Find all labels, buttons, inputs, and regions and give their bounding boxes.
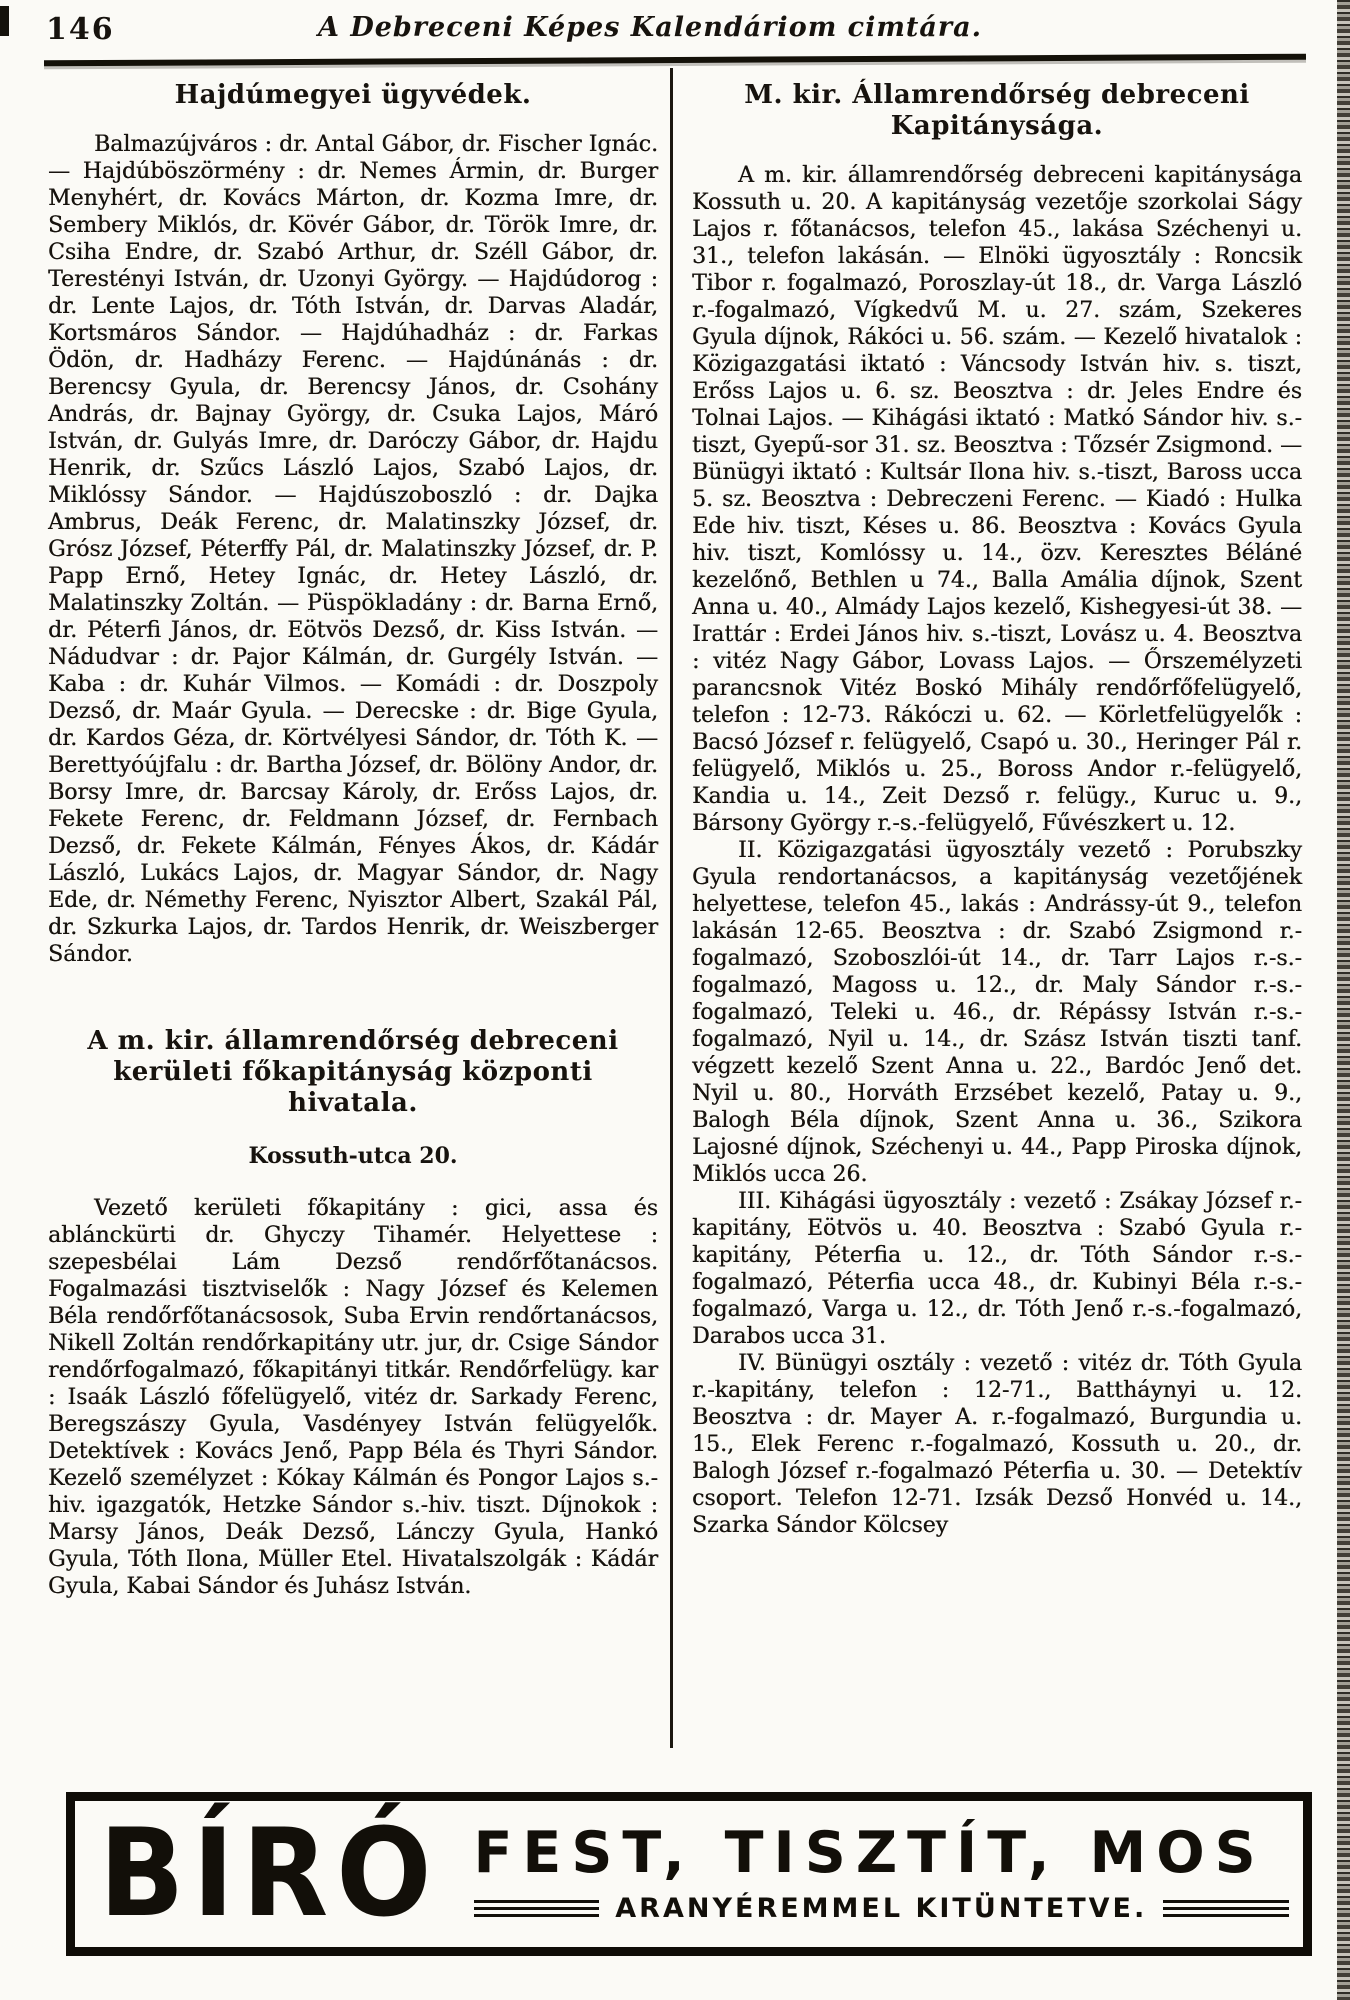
ad-tagline-row [474, 1893, 1290, 1924]
hq-section-heading: A m. kir. államrendőrség debreceni kerületi főkapitányság központi hivatala. [87, 1026, 619, 1118]
hq-section-body: Vezető kerületi főkapitány : gici, assa és ablánckürti dr. Ghyczy Tihamér. Helyettese : szepesbélai Lám Dezső rendőrfőtanácsos. Fogalmazási tisztviselők : Nagy József és Kelemen Béla rendőrfőtanácsosok, Suba Ervin rendőrtanácsos, Nikell Zoltán rendőrkapitány utr. jur, dr. Csige Sándor rendőrfogalmazó, főkapitányi titkár. Rendőrfelügy. kar : Isaák László főfelügyelő, vitéz dr. Sarkady Ferenc, Beregszászy Gyula, Vasdényey István felügyelők. Detektívek : Kovács Jenő, Papp Béla és Thyri Sándor. Kezelő személyzet : Kókay Kálmán és Pongor Lajos s.-hiv. igazgatók, Hetzke Sándor s.-hiv. tiszt. Díjnokok : Marsy János, Deák Dezső, Lánczy Gyula, Hankó Gyula, Tóth Ilona, Müller Etel. Hivatalszolgák : Kádár Gyula, Kabai Sándor és Juhász István. [48, 1196, 658, 1599]
ad-brand-name: BÍRÓ [99, 1803, 440, 1945]
captaincy-paragraph-1: A m. kir. államrendőrség debreceni kapitánysága Kossuth u. 20. A kapitányság vezetője szorkolai Ságy Lajos r. főtanácsos, telefon 45., lakása Széchenyi u. 31., telefon lakásán. — Elnöki ügyosztály : Roncsik Tibor r. fogalmazó, Poroszlay-út 18., dr. Varga László r.-fogalmazó, Vígkedvű M. u. 27. szám, Szekeres Gyula díjnok, Rákóci u. 56. szám. — Kezelő hivatalok : Közigazgatási iktató : Váncsody István hiv. s. tiszt, Erőss Lajos u. 6. sz. Beosztva : dr. Jeles Endre és Tolnai Lajos. — Kihágási iktató : Matkó Sándor hiv. s.-tiszt, Gyepű-sor 31. sz. Beosztva : Tőzsér Zsigmond. — Bünügyi iktató : Kultsár Ilona hiv. s.-tiszt, Baross ucca 5. sz. Beosztva : Debreczeni Ferenc. — Kiadó : Hulka Ede hiv. tiszt, Késes u. 86. Beosztva : Kovács Gyula hiv. tiszt, Komlóssy u. 14., özv. Keresztes Béláné kezelőnő, Bethlen u 74., Balla Amália díjnok, Szent Anna u. 40., Almády Lajos kezelő, Kishegyesi-út 38. — Irattár : Erdei János hiv. s.-tiszt, Lovász u. 4. Beosztva : vitéz Nagy Gábor, Lovass Lajos. — Őrszemélyzeti parancsnok Vitéz Boskó Mihály rendőrfőfelügyelő, telefon : 12-73. Rákóczi u. 62. — Körletfelügyelők : Bacsó József r. felügyelő, Csapó u. 30., Heringer Pál r. felügyelő, Miklós u. 25., Boross Andor r.-felügyelő, Kandia u. 14., Zeit Dezső r. felügy., Kuruc u. 9., Bársony György r.-s.-felügyelő, Fűvészkert u. 12. [692, 163, 1302, 836]
ad-tagline: ARANYÉREMMEL KITÜNTETVE. [615, 1893, 1148, 1925]
ad-headline: FEST, TISZTÍT, MOS [473, 1819, 1266, 1886]
ad-text-block [473, 1819, 1290, 1925]
header-rule [44, 54, 1306, 67]
page-number: 146 [46, 12, 115, 47]
right-column [692, 66, 1302, 1539]
lawyers-section-heading: Hajdúmegyei ügyvédek. [174, 80, 532, 110]
captaincy-paragraph-4: IV. Bünügyi osztály : vezető : vitéz dr. Tóth Gyula r.-kapitány, telefon : 12-71., Battháynyi u. 12. Beosztva : dr. Mayer A. r.-fogalmazó, Burgundia u. 15., Elek Ferenc r.-fogalmazó, Kossuth u. 20., dr. Balogh József r.-fogalmazó Péterfia u. 30. — Detektív csoport. Telefon 12-71. Izsák Dezső Honvéd u. 14., Szarka Sándor Kölcsey [692, 1351, 1302, 1538]
ad-rule-left [474, 1900, 600, 1917]
lawyers-section-body: Balmazújváros : dr. Antal Gábor, dr. Fischer Ignác. — Hajdúböszörmény : dr. Nemes Ármin, dr. Burger Menyhért, dr. Kovács Márton, dr. Kozma Imre, dr. Sembery Miklós, dr. Kövér Gábor, dr. Török Imre, dr. Csiha Endre, dr. Szabó Arthur, dr. Széll Gábor, dr. Terestényi István, dr. Uzonyi György. — Hajdúdorog : dr. Lente Lajos, dr. Tóth István, dr. Darvas Aladár, Kortsmáros Sándor. — Hajdúhadház : dr. Farkas Ödön, dr. Hadházy Ferenc. — Hajdúnánás : dr. Berencsy Gyula, dr. Berencsy János, dr. Csohány András, dr. Bajnay György, dr. Csuka Lajos, Máró István, dr. Gulyás Imre, dr. Daróczy Gábor, dr. Hajdu Henrik, dr. Szűcs László Lajos, Szabó Lajos, dr. Miklóssy Sándor. — Hajdúszoboszló : dr. Dajka Ambrus, Deák Ferenc, dr. Malatinszky József, dr. Grósz József, Péterffy Pál, dr. Malatinszky József, dr. P. Papp Ernő, Hetey Ignác, dr. Hetey László, dr. Malatinszky Zoltán. — Püspökladány : dr. Barna Ernő, dr. Péterfi János, dr. Eötvös Dezső, dr. Kiss István. — Nádudvar : dr. Pajor Kálmán, dr. Gurgély István. — Kaba : dr. Kuhár Vilmos. — Komádi : dr. Doszpoly Dezső, dr. Maár Gyula. — Derecske : dr. Bige Gyula, dr. Kardos Géza, dr. Körtvélyesi Sándor, dr. Tóth K. — Berettyóújfalu : dr. Bartha József, dr. Bölöny Andor, dr. Borsy Imre, dr. Barcsay Károly, dr. Erőss Lajos, dr. Fekete Ferenc, dr. Feldmann József, dr. Fernbach Dezső, dr. Fekete Kálmán, Fényes Ákos, dr. Kádár László, Lukács Lajos, dr. Magyar Sándor, dr. Nagy Ede, dr. Némethy Ferenc, Nyisztor Albert, Szakál Pál, dr. Szkurka Lajos, dr. Tardos Henrik, dr. Weiszberger Sándor. [48, 132, 658, 967]
left-column [48, 66, 658, 1600]
scan-edge-notch [0, 6, 9, 36]
hq-section-subheading: Kossuth-utca 20. [248, 1143, 458, 1169]
captaincy-paragraph-2: II. Közigazgatási ügyosztály vezető : Porubszky Gyula rendortanácsos, a kapitányság vezetőjének helyettese, telefon 45., lakás : Andrássy-út 9., telefon lakásán 12-65. Beosztva : dr. Szabó Zsigmond r.-fogalmazó, Szoboszlói-út 14., dr. Tarr Lajos r.-s.-fogalmazó, Magoss u. 12., dr. Maly Sándor r.-s.-fogalmazó, Teleki u. 46., dr. Répássy István r.-s.-fogalmazó, Nyil u. 14., dr. Szász István tiszti tanf. végzett kezelő Szent Anna u. 22., Bardóc Jenő det. Nyil u. 80., Horváth Erzsébet kezelő, Patay u. 9., Balogh Béla díjnok, Szent Anna u. 36., Szikora Lajosné díjnok, Széchenyi u. 44., Papp Piroska díjnok, Miklós ucca 26. [692, 838, 1302, 1187]
ad-rule-right [1163, 1900, 1289, 1917]
column-divider [670, 68, 673, 1748]
captaincy-section-heading: M. kir. Államrendőrség debreceni Kapitánysága. [744, 80, 1250, 141]
biro-advertisement [66, 1792, 1312, 1956]
captaincy-paragraph-3: III. Kihágási ügyosztály : vezető : Zsákay József r.-kapitány, Eötvös u. 40. Beosztva : Szabó Gyula r.-kapitány, Péterfia u. 12., dr. Tóth Sándor r.-s.-fogalmazó, Péterfia ucca 48., dr. Kubinyi Béla r.-s.-fogalmazó, Varga u. 12., dr. Tóth Jenő r.-s.-fogalmazó, Darabos ucca 31. [692, 1189, 1302, 1349]
running-title: A Debreceni Képes Kalendáriom cimtára. [317, 12, 983, 43]
scan-edge-artifact [1337, 0, 1350, 2000]
